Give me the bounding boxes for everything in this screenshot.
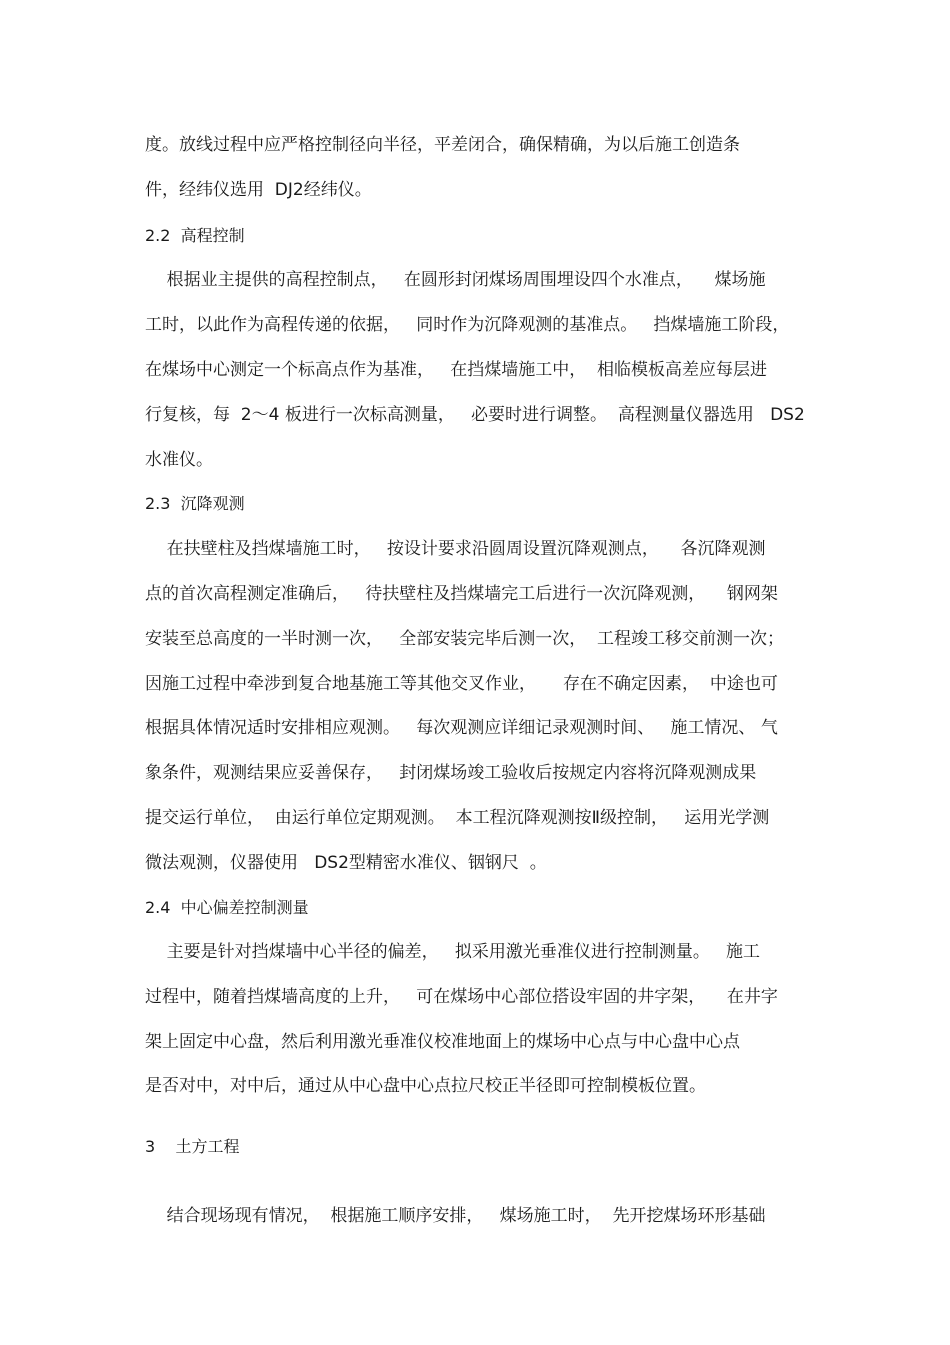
section-heading: 2.2 高程控制 (145, 226, 245, 245)
text-line: 是否对中，对中后，通过从中心盘中心点拉尺校正半径即可控制模板位置。 (145, 1076, 706, 1096)
text-line: 度。放线过程中应严格控制径向半径，平差闭合，确保精确，为以后施工创造条 (145, 135, 740, 155)
text-line: 因施工过程中牵涉到复合地基施工等其他交叉作业， 存在不确定因素， 中途也可 (145, 674, 778, 694)
section-heading: 2.4 中心偏差控制测量 (145, 898, 309, 917)
text-line: 提交运行单位， 由运行单位定期观测。 本工程沉降观测按Ⅱ级控制， 运用光学测 (145, 808, 770, 828)
text-line: 在煤场中心测定一个标高点作为基准， 在挡煤墙施工中， 相临模板高差应每层进 (145, 360, 768, 380)
text-line: 水准仪。 (145, 450, 213, 470)
text-line: 象条件，观测结果应妥善保存， 封闭煤场竣工验收后按规定内容将沉降观测成果 (145, 763, 757, 783)
text-line: 点的首次高程测定准确后， 待扶壁柱及挡煤墙完工后进行一次沉降观测， 钢网架 (145, 584, 778, 604)
text-line: 件，经纬仪选用 DJ2经纬仪。 (145, 180, 372, 200)
text-line: 结合现场现有情况， 根据施工顺序安排， 煤场施工时， 先开挖煤场环形基础 (145, 1206, 766, 1226)
text-line: 在扶壁柱及挡煤墙施工时， 按设计要求沿圆周设置沉降观测点， 各沉降观测 (145, 539, 766, 559)
text-line: 根据业主提供的高程控制点， 在圆形封闭煤场周围埋设四个水准点， 煤场施 (145, 270, 766, 290)
text-line: 主要是针对挡煤墙中心半径的偏差， 拟采用激光垂准仪进行控制测量。 施工 (145, 942, 761, 962)
text-line: 安装至总高度的一半时测一次， 全部安装完毕后测一次， 工程竣工移交前测一次； (145, 629, 785, 649)
text-line: 过程中，随着挡煤墙高度的上升， 可在煤场中心部位搭设牢固的井字架， 在井字 (145, 987, 778, 1007)
section-heading: 2.3 沉降观测 (145, 494, 245, 513)
text-line: 工时，以此作为高程传递的依据， 同时作为沉降观测的基准点。 挡煤墙施工阶段， (145, 315, 790, 335)
section-heading: 3 土方工程 (145, 1137, 240, 1156)
text-line: 根据具体情况适时安排相应观测。 每次观测应详细记录观测时间、 施工情况、 气 (145, 718, 778, 738)
text-line: 微法观测，仪器使用 DS2型精密水准仪、铟钢尺 。 (145, 853, 547, 873)
text-line: 架上固定中心盘，然后利用激光垂准仪校准地面上的煤场中心点与中心盘中心点 (145, 1032, 740, 1052)
text-line: 行复核，每 2～4 板进行一次标高测量， 必要时进行调整。 高程测量仪器选用 DS2 (145, 405, 805, 425)
